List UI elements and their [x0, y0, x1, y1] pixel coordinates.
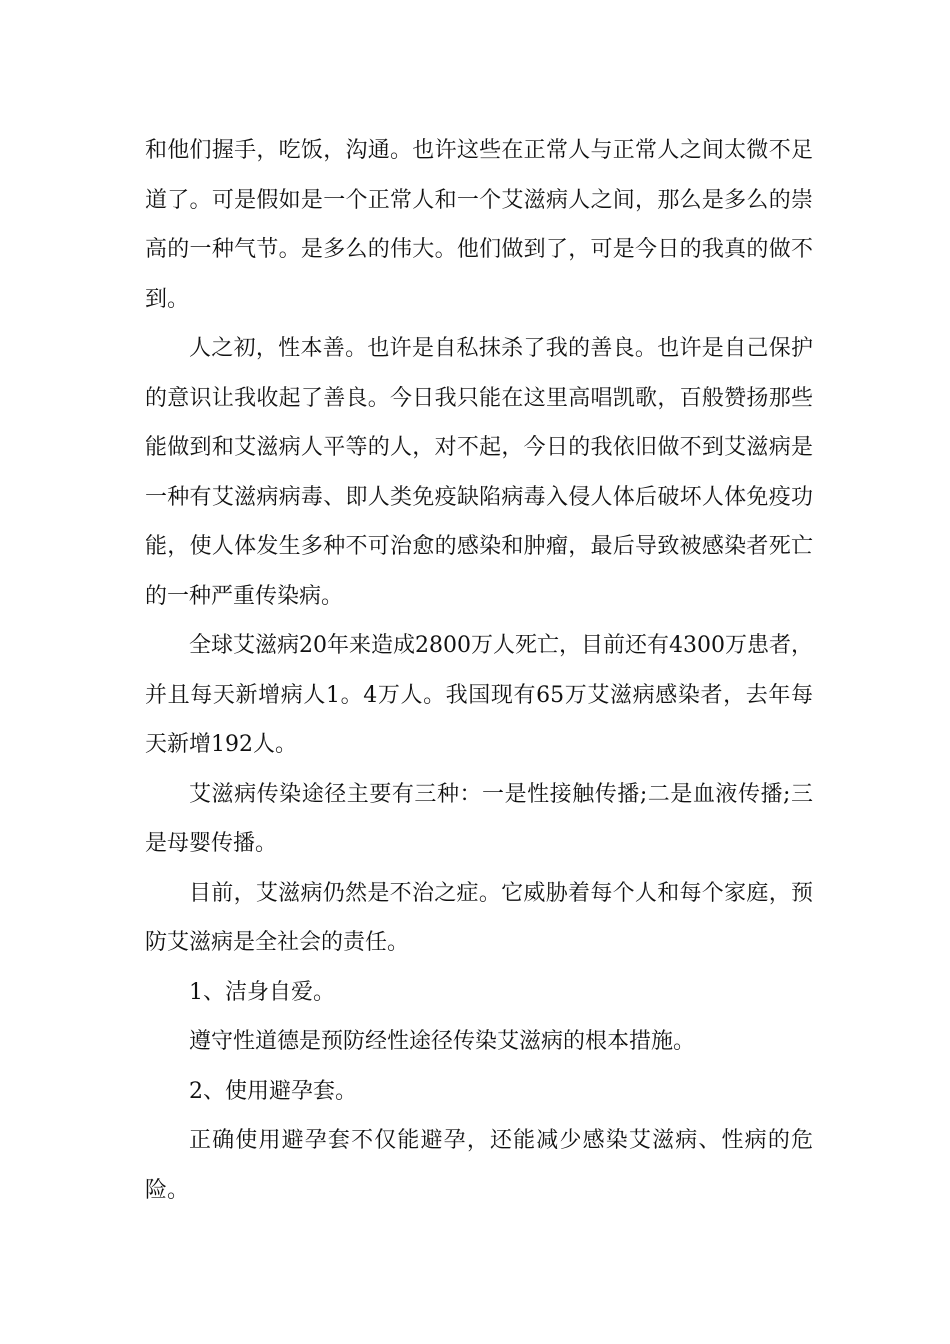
paragraph-1: 和他们握手，吃饭，沟通。也许这些在正常人与正常人之间太微不足道了。可是假如是一个正常人和一个艾滋病人之间，那么是多么的崇高的一种气节。是多么的伟大。他们做到了，可是今日的我真的做不到。: [145, 138, 813, 312]
list-item-2-heading: 2、使用避孕套。: [189, 1078, 357, 1104]
paragraph-5: 目前，艾滋病仍然是不治之症。它威胁着每个人和每个家庭，预防艾滋病是全社会的责任。: [145, 880, 813, 955]
list-item-2-body: 正确使用避孕套不仅能避孕，还能减少感染艾滋病、性病的危险。: [145, 1128, 813, 1203]
paragraph-3: 全球艾滋病20年来造成2800万人死亡，目前还有4300万患者，并且每天新增病人1。4万人。我国现有65万艾滋病感染者，去年每天新增192人。: [145, 633, 813, 757]
list-item-1-heading: 1、洁身自爱。: [189, 979, 335, 1005]
list-item-1-body: 遵守性道德是预防经性途径传染艾滋病的根本措施。: [189, 1029, 696, 1054]
paragraph-4: 艾滋病传染途径主要有三种：一是性接触传播;二是血液传播;三是母婴传播。: [145, 781, 813, 856]
document-body: [145, 126, 813, 1215]
paragraph-2: 人之初，性本善。也许是自私抹杀了我的善良。也许是自己保护的意识让我收起了善良。今日我只能在这里高唱凯歌，百般赞扬那些能做到和艾滋病人平等的人，对不起，今日的我依旧做不到艾滋病是一种有艾滋病病毒、即人类免疫缺陷病毒入侵人体后破坏人体免疫功能，使人体发生多种不可治愈的感染和肿瘤，最后导致被感染者死亡的一种严重传染病。: [145, 336, 813, 609]
